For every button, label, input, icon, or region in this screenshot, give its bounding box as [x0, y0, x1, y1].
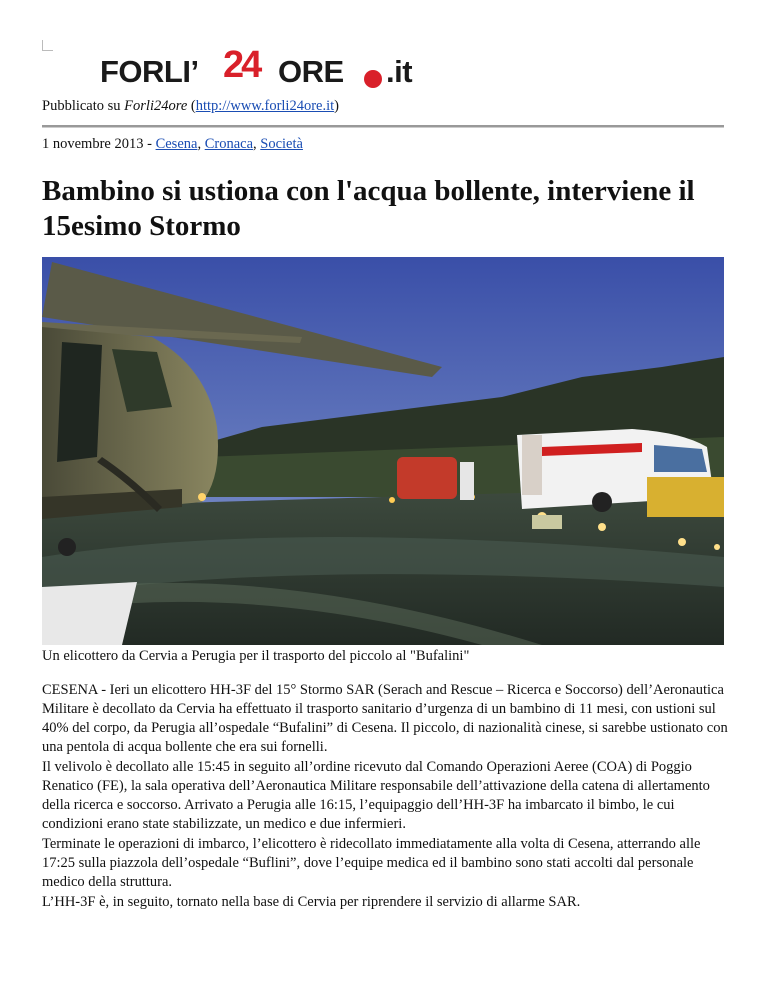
- logo-text-ore: ORE: [278, 54, 344, 89]
- published-prefix: Pubblicato su: [42, 98, 125, 114]
- article-paragraph: L’HH-3F è, in seguito, tornato nella base di Cervia per riprendere il servizio di allarme SAR.: [42, 894, 581, 910]
- article-paragraph: Il velivolo è decollato alle 15:45 in seguito all’ordine ricevuto dal Comando Operazioni Aeree (COA) di Poggio Renatico (FE), la sala operativa dell’Aeronautica Militare responsabile dell’attivazione della catena di allertamento della ricerca e soccorso. Arrivato a Perugia alle 16:15, l’equipaggio dell’HH-3F ha imbarcato il bimbo, le cui condizioni erano state stabilizzate, un medico e due infermieri.: [42, 759, 710, 832]
- site-logo[interactable]: [100, 44, 430, 92]
- logo-red-dot: [364, 70, 382, 88]
- helicopter-photo-illustration: [42, 257, 724, 645]
- published-site-name: Forli24ore: [124, 98, 188, 114]
- published-paren-close: ): [334, 98, 339, 114]
- published-paren-open: (: [187, 98, 196, 114]
- logo-text-forli: FORLI’: [100, 54, 199, 89]
- article-meta: 1 novembre 2013 - Cesena, Cronaca, Società: [42, 136, 303, 152]
- article-paragraph: CESENA - Ieri un elicottero HH-3F del 15° Stormo SAR (Serach and Rescue – Ricerca e Soccorso) dell’Aeronautica Militare è decollato da Cervia ha effettuato il trasporto sanitario d’urgenza di un bambino di 11 mesi, con ustioni sul 40% del corpo, da Perugia all’ospedale “Bufalini” di Cesena. Il piccolo, di nazionalità cinese, si sarebbe ustionato con una pentola di acqua bollente che era sui fornelli.: [42, 682, 728, 755]
- logo-text-it: .it: [386, 54, 413, 89]
- article-paragraph: Terminate le operazioni di imbarco, l’elicottero è ridecollato immediatamente alla volta di Cesena, atterrando alle 17:25 sulla piazzola dell’ospedale “Buflini”, dove l’equipe medica ed il bambino sono stati accolti dal personale medico della struttura.: [42, 836, 701, 890]
- logo-text-24: 24: [223, 44, 260, 86]
- page-corner-mark: [42, 40, 53, 51]
- header-divider: [42, 125, 724, 128]
- meta-separator: -: [143, 136, 156, 152]
- category-link-cronaca[interactable]: Cronaca: [204, 136, 254, 152]
- article-date: 1 novembre 2013: [42, 136, 144, 152]
- article-photo: [42, 257, 724, 645]
- published-line: [42, 98, 339, 115]
- article-title: Bambino si ustiona con l'acqua bollente, interviene il 15esimo Stormo: [42, 175, 695, 242]
- image-caption: Un elicottero da Cervia a Perugia per il trasporto del piccolo al "Bufalini": [42, 648, 470, 664]
- category-link-societa[interactable]: Società: [260, 136, 303, 152]
- site-url-link[interactable]: http://www.forli24ore.it: [195, 98, 335, 114]
- category-link-cesena[interactable]: Cesena: [155, 136, 198, 152]
